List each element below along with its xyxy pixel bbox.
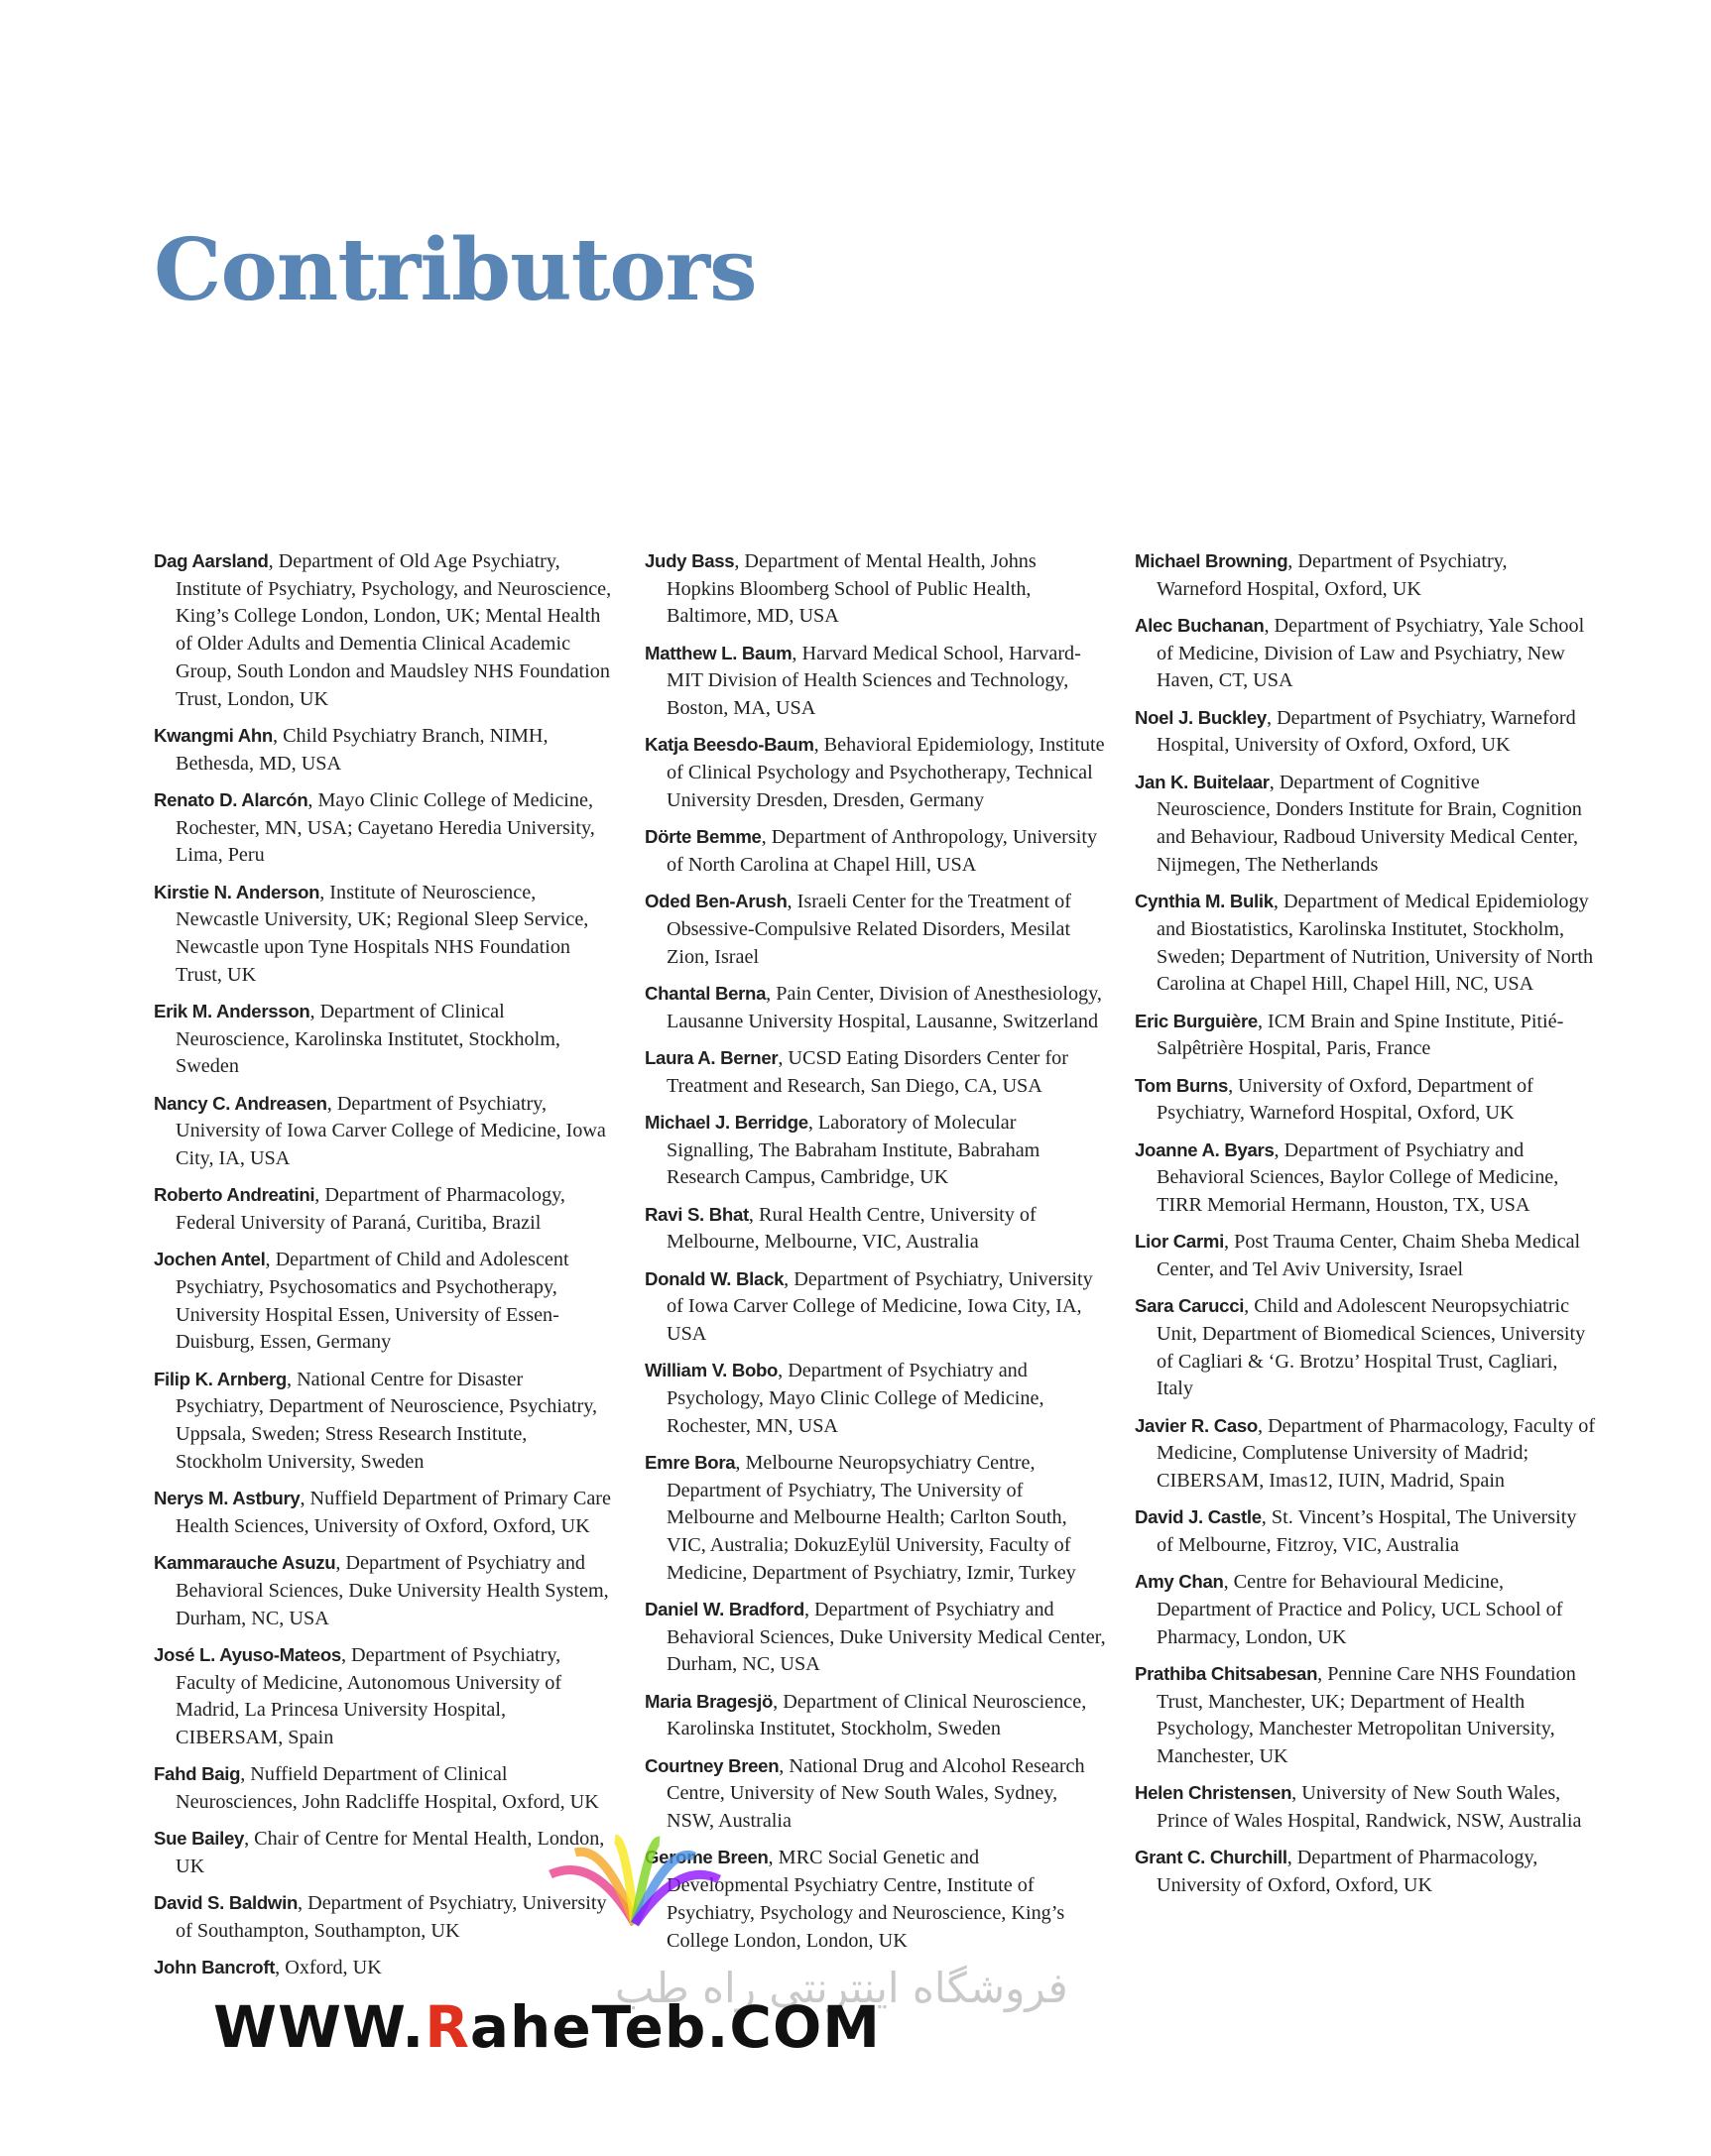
contributors-column-3 <box>1135 547 1596 1908</box>
contributor-entry: Kirstie N. Anderson, Institute of Neuroscience, Newcastle University, UK; Regional Sleep Service, Newcastle upon Tyne Hospitals NHS Foundation Trust, UK <box>154 881 589 986</box>
contributor-entry: Cynthia M. Bulik, Department of Medical Epidemiology and Biostatistics, Karolinska Institutet, Stockholm, Sweden; Department of Nutrition, University of North Carolina at Chapel Hill, Chapel Hill, NC, USA <box>1135 891 1594 996</box>
contributor-name: Grant C. Churchill <box>1135 1847 1287 1868</box>
contributor-affiliation: Department of Old Age Psychiatry, Institute of Psychiatry, Psychology, and Neuroscience, King’s College London, London, UK; Mental Health of Older Adults and Dementia Clinical Academic Group, South London and Maudsley NHS Foundation Trust, London, UK <box>176 550 612 710</box>
watermark-url: WWW.RaheTeb.COM <box>213 1993 882 2061</box>
contributor-name: William V. Bobo <box>645 1360 779 1381</box>
contributor-affiliation: University of Oxford, Department of Psychiatry, Warneford Hospital, Oxford, UK <box>1157 1074 1533 1125</box>
contributor-name: Laura A. Berner <box>645 1046 779 1068</box>
contributor-name: Kirstie N. Anderson <box>154 881 320 902</box>
contributor-name: Oded Ben-Arush <box>645 891 788 912</box>
contributor-affiliation: Department of Psychiatry and Behavioral Sciences, Duke University Health System, Durham, NC, USA <box>176 1552 609 1629</box>
page-title: Contributors <box>154 220 757 320</box>
contributor-name: Fahd Baig <box>154 1763 241 1785</box>
contributor-affiliation: Harvard Medical School, Harvard-MIT Division of Health Sciences and Technology, Boston, MA, USA <box>667 642 1081 720</box>
contributor-entry: Oded Ben-Arush, Israeli Center for the Treatment of Obsessive-Compulsive Related Disorders, Mesilat Zion, Israel <box>645 891 1071 968</box>
contributor-name: Jochen Antel <box>154 1249 266 1270</box>
contributor-affiliation: Laboratory of Molecular Signalling, The Babraham Institute, Babraham Research Campus, Cambridge, UK <box>667 1111 1040 1189</box>
contributor-affiliation: Department of Child and Adolescent Psychiatry, Psychosomatics and Psychotherapy, University Hospital Essen, University of Essen-Duisburg, Essen, Germany <box>176 1249 569 1354</box>
contributor-entry: Maria Bragesjö, Department of Clinical Neuroscience, Karolinska Institutet, Stockholm, Sweden <box>645 1690 1087 1740</box>
contributor-affiliation: National Centre for Disaster Psychiatry, Department of Neuroscience, Psychiatry, Uppsala, Sweden; Stress Research Institute, Stockholm University, Sweden <box>176 1368 598 1473</box>
contributor-name: Michael Browning <box>1135 550 1288 571</box>
contributor-entry: Grant C. Churchill, Department of Pharmacology, University of Oxford, Oxford, UK <box>1135 1847 1538 1897</box>
contributor-entry: Kammarauche Asuzu, Department of Psychiatry and Behavioral Sciences, Duke University Health System, Durham, NC, USA <box>154 1552 609 1629</box>
contributor-affiliation: Department of Psychiatry, Yale School of Medicine, Division of Law and Psychiatry, New Haven, CT, USA <box>1157 615 1585 692</box>
contributor-entry: Renato D. Alarcón, Mayo Clinic College of Medicine, Rochester, MN, USA; Cayetano Heredia University, Lima, Peru <box>154 788 595 867</box>
contributor-affiliation: Department of Clinical Neuroscience, Karolinska Institutet, Stockholm, Sweden <box>667 1690 1087 1740</box>
contributor-entry: Roberto Andreatini, Department of Pharmacology, Federal University of Paraná, Curitiba, Brazil <box>154 1184 565 1235</box>
contributor-entry: Laura A. Berner, UCSD Eating Disorders Center for Treatment and Research, San Diego, CA, USA <box>645 1046 1068 1097</box>
contributor-entry: David J. Castle, St. Vincent’s Hospital, The University of Melbourne, Fitzroy, VIC, Australia <box>1135 1506 1577 1557</box>
contributor-entry: Katja Beesdo-Baum, Behavioral Epidemiology, Institute of Clinical Psychology and Psychotherapy, Technical University Dresden, Dresden, Germany <box>645 734 1105 811</box>
contributor-affiliation: Department of Psychiatry and Psychology, Mayo Clinic College of Medicine, Rochester, MN, USA <box>667 1360 1044 1437</box>
contributor-entry: Judy Bass, Department of Mental Health, Johns Hopkins Bloomberg School of Public Health, Baltimore, MD, USA <box>645 550 1037 628</box>
contributor-name: Tom Burns <box>1135 1074 1229 1096</box>
contributor-entry: Noel J. Buckley, Department of Psychiatry, Warneford Hospital, University of Oxford, Oxford, UK <box>1135 706 1576 757</box>
contributor-entry: William V. Bobo, Department of Psychiatry and Psychology, Mayo Clinic College of Medicine, Rochester, MN, USA <box>645 1360 1044 1437</box>
watermark-persian-text: فروشگاه اینترنتی راه طب <box>615 1964 1068 2012</box>
contributor-affiliation: Chair of Centre for Mental Health, London, UK <box>176 1828 605 1877</box>
contributor-affiliation: Department of Pharmacology, University of Oxford, Oxford, UK <box>1157 1847 1538 1897</box>
contributor-affiliation: University of New South Wales, Prince of Wales Hospital, Randwick, NSW, Australia <box>1157 1782 1582 1833</box>
contributor-affiliation: Behavioral Epidemiology, Institute of Clinical Psychology and Psychotherapy, Technical University Dresden, Dresden, Germany <box>667 734 1105 811</box>
contributor-entry: Courtney Breen, National Drug and Alcohol Research Centre, University of New South Wales, Sydney, NSW, Australia <box>645 1754 1085 1833</box>
contributor-entry: John Bancroft, Oxford, UK <box>154 1957 382 1979</box>
contributor-affiliation: Department of Psychiatry, Faculty of Medicine, Autonomous University of Madrid, La Princesa University Hospital, CIBERSAM, Spain <box>176 1643 562 1748</box>
contributor-name: Sara Carucci <box>1135 1295 1245 1317</box>
contributor-entry: Helen Christensen, University of New South Wales, Prince of Wales Hospital, Randwick, NSW, Australia <box>1135 1782 1582 1833</box>
contributor-name: Kammarauche Asuzu <box>154 1552 336 1574</box>
contributor-name: Roberto Andreatini <box>154 1184 315 1206</box>
contributor-entry: José L. Ayuso-Mateos, Department of Psychiatry, Faculty of Medicine, Autonomous University of Madrid, La Princesa University Hospital, CIBERSAM, Spain <box>154 1643 562 1748</box>
contributor-affiliation: Rural Health Centre, University of Melbourne, Melbourne, VIC, Australia <box>667 1203 1037 1254</box>
contributor-name: Nancy C. Andreasen <box>154 1092 327 1114</box>
contributor-name: David S. Baldwin <box>154 1892 299 1914</box>
contributor-entry: Alec Buchanan, Department of Psychiatry, Yale School of Medicine, Division of Law and Psychiatry, New Haven, CT, USA <box>1135 615 1585 692</box>
contributor-name: Kwangmi Ahn <box>154 724 273 746</box>
contributor-entry: Fahd Baig, Nuffield Department of Clinical Neurosciences, John Radcliffe Hospital, Oxford, UK <box>154 1763 599 1813</box>
contributor-affiliation: Pain Center, Division of Anesthesiology, Lausanne University Hospital, Lausanne, Switzerland <box>667 982 1102 1032</box>
contributor-entry: Dag Aarsland, Department of Old Age Psychiatry, Institute of Psychiatry, Psychology, and Neuroscience, King’s College London, London, UK; Mental Health of Older Adults and Dementia Clinical Academic Group, South London and Maudsley NHS Foundation Trust, London, UK <box>154 550 612 710</box>
contributor-entry: Dörte Bemme, Department of Anthropology, University of North Carolina at Chapel Hill, USA <box>645 826 1098 876</box>
contributor-affiliation: Department of Psychiatry, University of Iowa Carver College of Medicine, Iowa City, IA, USA <box>176 1092 606 1170</box>
contributor-name: Judy Bass <box>645 550 735 571</box>
contributor-name: Joanne A. Byars <box>1135 1138 1275 1160</box>
contributor-affiliation: Institute of Neuroscience, Newcastle University, UK; Regional Sleep Service, Newcastle upon Tyne Hospitals NHS Foundation Trust, UK <box>176 881 589 986</box>
contributor-affiliation: UCSD Eating Disorders Center for Treatment and Research, San Diego, CA, USA <box>667 1046 1068 1097</box>
contributor-entry: Eric Burguière, ICM Brain and Spine Institute, Pitié-Salpêtrière Hospital, Paris, France <box>1135 1010 1564 1060</box>
contributor-entry: Joanne A. Byars, Department of Psychiatry and Behavioral Sciences, Baylor College of Medicine, TIRR Memorial Hermann, Houston, TX, USA <box>1135 1138 1559 1216</box>
contributor-name: Sue Bailey <box>154 1828 245 1850</box>
contributor-name: Ravi S. Bhat <box>645 1203 749 1225</box>
contributor-name: Filip K. Arnberg <box>154 1368 287 1389</box>
contributor-name: Cynthia M. Bulik <box>1135 891 1274 912</box>
contributor-entry: Filip K. Arnberg, National Centre for Disaster Psychiatry, Department of Neuroscience, Psychiatry, Uppsala, Sweden; Stress Research Institute, Stockholm University, Sweden <box>154 1368 598 1473</box>
contributor-entry: Tom Burns, University of Oxford, Department of Psychiatry, Warneford Hospital, Oxford, UK <box>1135 1074 1533 1125</box>
contributor-affiliation: Department of Pharmacology, Federal University of Paraná, Curitiba, Brazil <box>176 1184 565 1235</box>
contributor-name: Matthew L. Baum <box>645 642 793 663</box>
contributors-column-1 <box>154 547 615 1991</box>
contributor-affiliation: Department of Psychiatry, Warneford Hospital, Oxford, UK <box>1157 550 1508 600</box>
contributor-affiliation: Centre for Behavioural Medicine, Department of Practice and Policy, UCL School of Pharmacy, London, UK <box>1157 1571 1563 1648</box>
contributor-name: Katja Beesdo-Baum <box>645 734 814 756</box>
contributor-name: Erik M. Andersson <box>154 1000 310 1021</box>
contributor-affiliation: Mayo Clinic College of Medicine, Rochester, MN, USA; Cayetano Heredia University, Lima, Peru <box>176 788 595 867</box>
contributor-affiliation: Post Trauma Center, Chaim Sheba Medical Center, and Tel Aviv University, Israel <box>1157 1231 1581 1280</box>
contributor-name: Courtney Breen <box>645 1754 780 1776</box>
contributor-affiliation: Department of Medical Epidemiology and Biostatistics, Karolinska Institutet, Stockholm, Sweden; Department of Nutrition, University of North Carolina at Chapel Hill, Chapel Hill, NC, USA <box>1157 891 1594 996</box>
contributor-name: Nerys M. Astbury <box>154 1488 301 1509</box>
contributor-affiliation: Department of Anthropology, University of North Carolina at Chapel Hill, USA <box>667 826 1098 876</box>
contributor-name: Chantal Berna <box>645 982 767 1004</box>
contributor-affiliation: ICM Brain and Spine Institute, Pitié-Salpêtrière Hospital, Paris, France <box>1157 1010 1564 1060</box>
contributor-name: Javier R. Caso <box>1135 1414 1258 1436</box>
contributor-affiliation: Department of Mental Health, Johns Hopkins Bloomberg School of Public Health, Baltimore, MD, USA <box>667 550 1037 628</box>
contributor-affiliation: Department of Psychiatry and Behavioral Sciences, Baylor College of Medicine, TIRR Memorial Hermann, Houston, TX, USA <box>1157 1138 1559 1216</box>
contributor-entry: Jochen Antel, Department of Child and Adolescent Psychiatry, Psychosomatics and Psychotherapy, University Hospital Essen, University of Essen-Duisburg, Essen, Germany <box>154 1249 569 1354</box>
contributor-affiliation: Child and Adolescent Neuropsychiatric Unit, Department of Biomedical Sciences, University of Cagliari & ‘G. Brotzu’ Hospital Trust, Cagliari, Italy <box>1157 1295 1586 1400</box>
contributor-entry: Erik M. Andersson, Department of Clinical Neuroscience, Karolinska Institutet, Stockholm, Sweden <box>154 1000 560 1078</box>
contributor-name: Maria Bragesjö <box>645 1690 774 1712</box>
contributor-entry: Daniel W. Bradford, Department of Psychiatry and Behavioral Sciences, Duke University Medical Center, Durham, NC, USA <box>645 1599 1106 1676</box>
contributor-name: David J. Castle <box>1135 1506 1262 1528</box>
contributor-entry: Michael J. Berridge, Laboratory of Molecular Signalling, The Babraham Institute, Babraham Research Campus, Cambridge, UK <box>645 1111 1040 1189</box>
contributor-entry: David S. Baldwin, Department of Psychiatry, University of Southampton, Southampton, UK <box>154 1892 607 1942</box>
contributor-name: José L. Ayuso-Mateos <box>154 1643 341 1665</box>
contributor-entry: Chantal Berna, Pain Center, Division of Anesthesiology, Lausanne University Hospital, Lausanne, Switzerland <box>645 982 1102 1032</box>
contributor-name: Amy Chan <box>1135 1571 1224 1593</box>
contributor-entry: Sara Carucci, Child and Adolescent Neuropsychiatric Unit, Department of Biomedical Sciences, University of Cagliari & ‘G. Brotzu’ Hospital Trust, Cagliari, Italy <box>1135 1295 1586 1400</box>
contributor-name: Prathiba Chitsabesan <box>1135 1663 1318 1685</box>
contributor-entry: Gerome Breen, MRC Social Genetic and Developmental Psychiatry Centre, Institute of Psychiatry, Psychology and Neuroscience, King’s College London, London, UK <box>645 1847 1065 1952</box>
contributor-affiliation: Child Psychiatry Branch, NIMH, Bethesda, MD, USA <box>176 724 549 775</box>
contributor-name: Daniel W. Bradford <box>645 1599 804 1620</box>
contributor-name: Eric Burguière <box>1135 1010 1258 1031</box>
contributor-entry: Jan K. Buitelaar, Department of Cognitive Neuroscience, Donders Institute for Brain, Cognition and Behaviour, Radboud University Medical Center, Nijmegen, The Netherlands <box>1135 771 1582 876</box>
contributor-name: Alec Buchanan <box>1135 615 1265 636</box>
contributor-affiliation: Israeli Center for the Treatment of Obsessive-Compulsive Related Disorders, Mesilat Zion, Israel <box>667 891 1071 968</box>
contributor-entry: Sue Bailey, Chair of Centre for Mental Health, London, UK <box>154 1828 605 1877</box>
contributor-entry: Michael Browning, Department of Psychiatry, Warneford Hospital, Oxford, UK <box>1135 550 1508 600</box>
contributor-name: Michael J. Berridge <box>645 1111 808 1133</box>
contributor-affiliation: Department of Pharmacology, Faculty of Medicine, Complutense University of Madrid; CIBERSAM, Imas12, IUIN, Madrid, Spain <box>1157 1414 1596 1493</box>
contributor-affiliation: Department of Psychiatry, University of Southampton, Southampton, UK <box>176 1892 607 1942</box>
contributor-entry: Prathiba Chitsabesan, Pennine Care NHS Foundation Trust, Manchester, UK; Department of Health Psychology, Manchester Metropolitan University, Manchester, UK <box>1135 1663 1576 1768</box>
contributor-name: Jan K. Buitelaar <box>1135 771 1270 792</box>
contributor-entry: Nancy C. Andreasen, Department of Psychiatry, University of Iowa Carver College of Medicine, Iowa City, IA, USA <box>154 1092 606 1170</box>
contributor-affiliation: Pennine Care NHS Foundation Trust, Manchester, UK; Department of Health Psychology, Manchester Metropolitan University, Manchester, UK <box>1157 1663 1576 1768</box>
contributor-affiliation: Department of Psychiatry, University of Iowa Carver College of Medicine, Iowa City, IA, USA <box>667 1267 1093 1345</box>
contributor-name: Emre Bora <box>645 1451 736 1473</box>
contributor-entry: Nerys M. Astbury, Nuffield Department of Primary Care Health Sciences, University of Oxford, Oxford, UK <box>154 1488 611 1537</box>
contributor-affiliation: Nuffield Department of Clinical Neurosciences, John Radcliffe Hospital, Oxford, UK <box>176 1763 599 1813</box>
contributor-affiliation: Department of Clinical Neuroscience, Karolinska Institutet, Stockholm, Sweden <box>176 1000 560 1078</box>
contributor-entry: Ravi S. Bhat, Rural Health Centre, University of Melbourne, Melbourne, VIC, Australia <box>645 1203 1037 1254</box>
contributor-name: Lior Carmi <box>1135 1231 1224 1253</box>
contributor-affiliation: MRC Social Genetic and Developmental Psychiatry Centre, Institute of Psychiatry, Psychology and Neuroscience, King’s College London, London, UK <box>667 1847 1065 1952</box>
contributor-affiliation: Oxford, UK <box>285 1957 382 1979</box>
contributor-name: Noel J. Buckley <box>1135 706 1267 728</box>
contributor-affiliation: Melbourne Neuropsychiatry Centre, Department of Psychiatry, The University of Melbourne and Melbourne Health; Carlton South, VIC, Australia; DokuzEylül University, Faculty of Medicine, Department of Psychiatry, Izmir, Turkey <box>667 1451 1076 1584</box>
contributor-entry: Javier R. Caso, Department of Pharmacology, Faculty of Medicine, Complutense University of Madrid; CIBERSAM, Imas12, IUIN, Madrid, Spain <box>1135 1414 1596 1493</box>
contributor-name: Donald W. Black <box>645 1267 785 1289</box>
contributor-name: Dörte Bemme <box>645 826 762 848</box>
contributor-affiliation: Nuffield Department of Primary Care Health Sciences, University of Oxford, Oxford, UK <box>176 1488 611 1537</box>
contributor-entry: Matthew L. Baum, Harvard Medical School, Harvard-MIT Division of Health Sciences and Technology, Boston, MA, USA <box>645 642 1081 720</box>
contributor-entry: Kwangmi Ahn, Child Psychiatry Branch, NIMH, Bethesda, MD, USA <box>154 724 549 775</box>
contributor-entry: Lior Carmi, Post Trauma Center, Chaim Sheba Medical Center, and Tel Aviv University, Israel <box>1135 1231 1581 1280</box>
contributors-column-2 <box>645 547 1106 1964</box>
contributor-affiliation: National Drug and Alcohol Research Centre, University of New South Wales, Sydney, NSW, Australia <box>667 1754 1085 1833</box>
contributor-name: John Bancroft <box>154 1957 276 1978</box>
contributor-affiliation: St. Vincent’s Hospital, The University of Melbourne, Fitzroy, VIC, Australia <box>1157 1506 1577 1557</box>
contributor-name: Renato D. Alarcón <box>154 788 308 810</box>
contributor-entry: Amy Chan, Centre for Behavioural Medicine, Department of Practice and Policy, UCL School of Pharmacy, London, UK <box>1135 1571 1563 1648</box>
contributor-name: Helen Christensen <box>1135 1782 1292 1804</box>
contributor-affiliation: Department of Psychiatry and Behavioral Sciences, Duke University Medical Center, Durham, NC, USA <box>667 1599 1106 1676</box>
contributor-affiliation: Department of Cognitive Neuroscience, Donders Institute for Brain, Cognition and Behaviour, Radboud University Medical Center, Nijmegen, The Netherlands <box>1157 771 1582 876</box>
contributor-affiliation: Department of Psychiatry, Warneford Hospital, University of Oxford, Oxford, UK <box>1157 706 1576 757</box>
contributor-name: Dag Aarsland <box>154 550 269 571</box>
contributor-entry: Emre Bora, Melbourne Neuropsychiatry Centre, Department of Psychiatry, The University of Melbourne and Melbourne Health; Carlton South, VIC, Australia; DokuzEylül University, Faculty of Medicine, Department of Psychiatry, Izmir, Turkey <box>645 1451 1076 1584</box>
contributor-name: Gerome Breen <box>645 1847 769 1868</box>
contributor-entry: Donald W. Black, Department of Psychiatry, University of Iowa Carver College of Medicine, Iowa City, IA, USA <box>645 1267 1093 1345</box>
